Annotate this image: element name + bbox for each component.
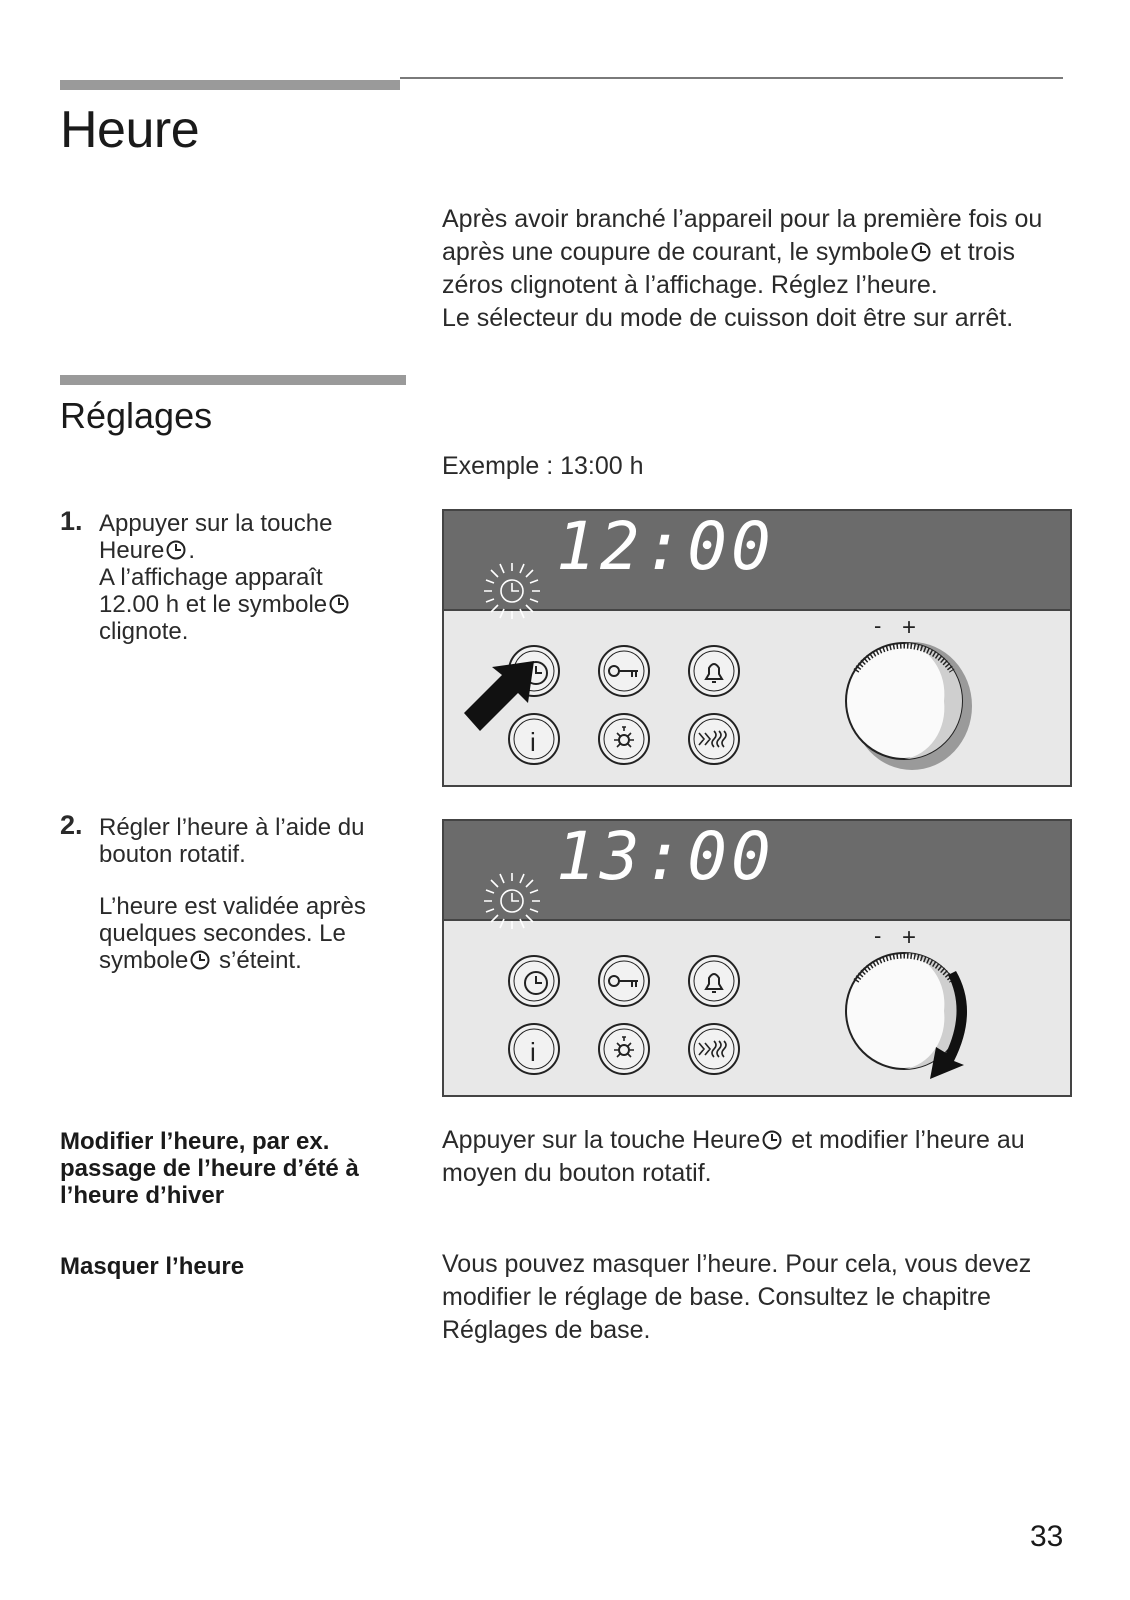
clock-icon (329, 594, 349, 614)
text-line: Vous pouvez masquer l’heure. Pour cela, vous devez (442, 1250, 1032, 1278)
step-line: 12.00 h et le symbole (99, 591, 399, 618)
step-line: quelques secondes. Le (99, 920, 346, 947)
info-icon: i (530, 1037, 536, 1067)
rotary-knob (846, 642, 972, 770)
title-rule-thin (400, 77, 1063, 79)
intro-line: Le sélecteur du mode de cuisson doit être sur arrêt. (442, 304, 1014, 332)
light-button (599, 714, 649, 764)
step-number: 2. (60, 810, 83, 840)
display-time: 12:00 (556, 511, 775, 585)
hide-text (442, 1248, 1092, 1347)
blinking-clock-icon (484, 873, 540, 929)
step-line: bouton rotatif. (99, 841, 246, 868)
step-line: Heure . (99, 537, 196, 564)
step-line: A l’affichage apparaît (99, 564, 323, 591)
intro-paragraph (442, 203, 1082, 335)
label-line: l’heure d’hiver (60, 1182, 225, 1209)
key-lock-button (599, 646, 649, 696)
modify-label (60, 1128, 420, 1209)
text-line: Réglages de base. (442, 1316, 651, 1344)
bell-button (689, 956, 739, 1006)
step-line: Régler l’heure à l’aide du (99, 814, 365, 841)
label-line: Modifier l’heure, par ex. (60, 1128, 330, 1155)
key-lock-button (599, 956, 649, 1006)
page-number: 33 (1030, 1520, 1064, 1553)
minus-label: - (874, 923, 882, 948)
step-1-text (99, 510, 399, 645)
control-panel-illustration-2 (442, 819, 1072, 1097)
plus-label: + (902, 924, 917, 951)
intro-line: après une coupure de courant, le symbole et trois (442, 238, 1015, 266)
text-line: moyen du bouton rotatif. (442, 1159, 712, 1187)
bell-button (689, 646, 739, 696)
rotary-knob (846, 953, 962, 1069)
label-line: passage de l’heure d’été à (60, 1155, 359, 1182)
control-panel-illustration-1 (442, 509, 1072, 787)
text-line: Appuyer sur la touche Heure et modifier l’heure au (442, 1126, 1025, 1154)
section-title: Réglages (60, 395, 213, 436)
info-icon: i (530, 727, 536, 757)
clock-icon (166, 540, 186, 560)
intro-line: Après avoir branché l’appareil pour la première fois ou (442, 205, 1043, 233)
step-line: L’heure est validée après (99, 893, 366, 920)
light-button (599, 1024, 649, 1074)
clock-icon (190, 950, 210, 970)
page-title: Heure (60, 101, 200, 159)
text-line: modifier le réglage de base. Consultez le chapitre (442, 1283, 991, 1311)
step-line: symbole s’éteint. (99, 947, 302, 974)
plus-label: + (902, 614, 917, 641)
step-line: clignote. (99, 618, 189, 645)
rapid-heat-button (689, 714, 739, 764)
intro-line: zéros clignotent à l’affichage. Réglez l’heure. (442, 271, 938, 299)
clock-icon (911, 242, 931, 262)
step-line: Appuyer sur la touche (99, 510, 333, 537)
display-time: 13:00 (556, 821, 775, 895)
example-label: Exemple : 13:00 h (442, 452, 644, 480)
title-rule-thick (60, 80, 400, 90)
blinking-clock-icon (484, 563, 540, 619)
rapid-heat-button (689, 1024, 739, 1074)
minus-label: - (874, 613, 882, 638)
hide-label: Masquer l’heure (60, 1253, 245, 1280)
section-rule (60, 375, 406, 385)
modify-text (442, 1124, 1092, 1190)
step-2-text (99, 814, 399, 974)
clock-icon (762, 1130, 782, 1150)
clock-button (509, 956, 559, 1006)
step-number: 1. (60, 506, 83, 536)
